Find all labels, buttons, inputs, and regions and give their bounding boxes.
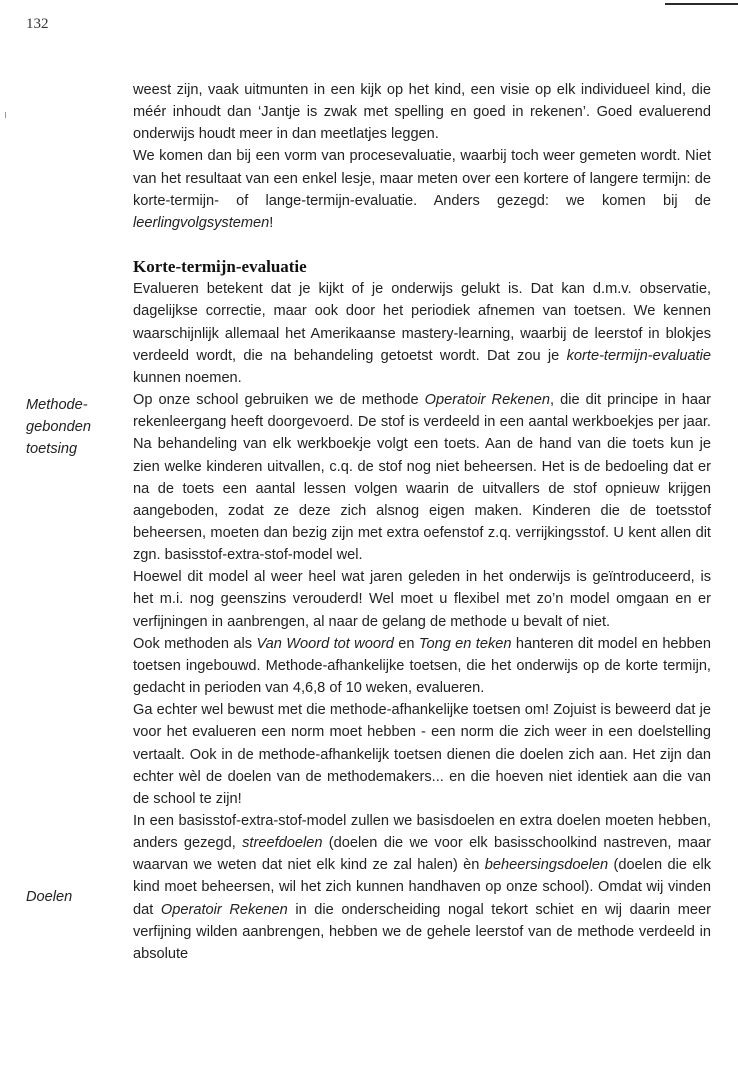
paragraph-5: Hoewel dit model al weer heel wat jaren geleden in het onderwijs is geïntroduceerd, is het m.i. nog geenszins verouderd! Wel moet u flexibel met zo’n model omgaan en er verfijningen in aanbrengen, al naar de gelang de methode u bevalt of niet. bbox=[133, 569, 711, 630]
top-rule bbox=[665, 3, 738, 5]
paragraph-8: In een basisstof-extra-stof-model zullen we basisdoelen en extra doelen moeten hebben, anders gezegd, streefdoelen (doelen die we voor elk basisschoolkind nastreven, maar waarvan we weten dat niet elk kind ze zal halen) èn beheersingsdoelen (doelen die elk kind moet beheersen, wil het zich kunnen handhaven op onze school). Omdat wij vinden dat Operatoir Rekenen in die onderscheiding nogal tekort schiet en wij daarin meer verfijning wilden aanbrengen, hebben we de gehele leerstof van de methode verdeeld in absolute bbox=[133, 813, 711, 962]
emphasis: leerlingvolgsystemen bbox=[133, 214, 270, 231]
section-heading: Korte-termijn-evaluatie bbox=[133, 257, 307, 277]
margin-note-doelen bbox=[26, 886, 72, 908]
paragraph-4: Op onze school gebruiken we de methode Operatoir Rekenen, die dit principe in haar rekenleergang heeft doorgevoerd. De stof is verdeeld in een aantal werkboekjes per jaar. Na behandeling van elk werkboekje volgt een toets. Aan de hand van die toets kun je zien welke kinderen uitvallen, c.q. de stof nog niet beheersen. Het is de bedoeling dat er na de toets een aantal lessen volgen waarin de uitvallers de stof opnieuw krijgen aangeboden, zodat ze deze zich alsnog eigen maken. Kinderen die de toetsstof beheersen, moeten dan bezig zijn met extra oefenstof z.q. verrijkingsstof. U kent allen dit zgn. basisstof-extra-stof-model wel. bbox=[133, 392, 712, 564]
paragraph-1: weest zijn, vaak uitmunten in een kijk op het kind, een visie op elk individueel kind, die méér inhoudt dan ‘Jantje is zwak met spelling en goed in rekenen’. Goed evaluerend onderwijs houdt meer in dan meetlatjes leggen. bbox=[133, 82, 711, 143]
page-number: 132 bbox=[26, 16, 49, 32]
margin-note-line: gebonden bbox=[26, 419, 91, 436]
paragraph-6: Ook methoden als Van Woord tot woord en Tong en teken hanteren dit model en hebben toetsen ingebouwd. Methode-afhankelijke toetsen, die het onderwijs op de korte termijn, gedacht in perioden van 4,6,8 of 10 weken, evalueren. bbox=[133, 635, 712, 697]
paragraph-3: Evalueren betekent dat je kijkt of je onderwijs gelukt is. Dat kan d.m.v. observatie, dagelijkse correctie, maar ook door het periodiek afnemen van toetsen. We kennen waarschijnlijk allemaal het Amerikaanse mastery-learning, waarbij de leerstof in blokjes verdeeld wordt, die na behandeling getoetst wordt. Dat zou je korte-termijn-evaluatie kunnen noemen. bbox=[133, 281, 711, 386]
margin-note-line: Doelen bbox=[26, 889, 73, 905]
body-text bbox=[133, 79, 711, 965]
emphasis: Operatoir Rekenen bbox=[424, 392, 550, 409]
emphasis: korte-termijn-evaluatie bbox=[566, 347, 711, 364]
paragraph-2: We komen dan bij een vorm van procesevaluatie, waarbij toch weer gemeten wordt. Niet van het resultaat van een enkel lesje, maar meten over een kortere of langere termijn: de korte-termijn- of lange-termijn-evaluatie. Anders gezegd: we komen bij de leerlingvolgsystemen! bbox=[133, 148, 711, 231]
emphasis: Van Woord tot woord bbox=[256, 635, 394, 652]
emphasis: Operatoir Rekenen bbox=[160, 901, 288, 918]
margin-note-line: Methode- bbox=[26, 397, 88, 413]
emphasis: Tong en teken bbox=[418, 635, 512, 652]
paragraph-7: Ga echter wel bewust met die methode-afhankelijke toetsen om! Zojuist is beweerd dat je voor het evalueren een norm moet hebben - een norm die zich weer in een doelstelling vertaalt. Ook in de methode-afhankelijk toetsen dienen die doelen zich aan. Het zijn dan echter wèl de doelen van de methodemakers... en die hoeven niet identiek aan die van de school te zijn! bbox=[133, 702, 711, 807]
emphasis: beheersingsdoelen bbox=[484, 857, 609, 874]
margin-mark bbox=[5, 112, 6, 118]
margin-note-methode-gebonden-toetsing bbox=[26, 394, 91, 460]
emphasis: streefdoelen bbox=[242, 835, 323, 852]
margin-note-line: toetsing bbox=[26, 441, 78, 458]
